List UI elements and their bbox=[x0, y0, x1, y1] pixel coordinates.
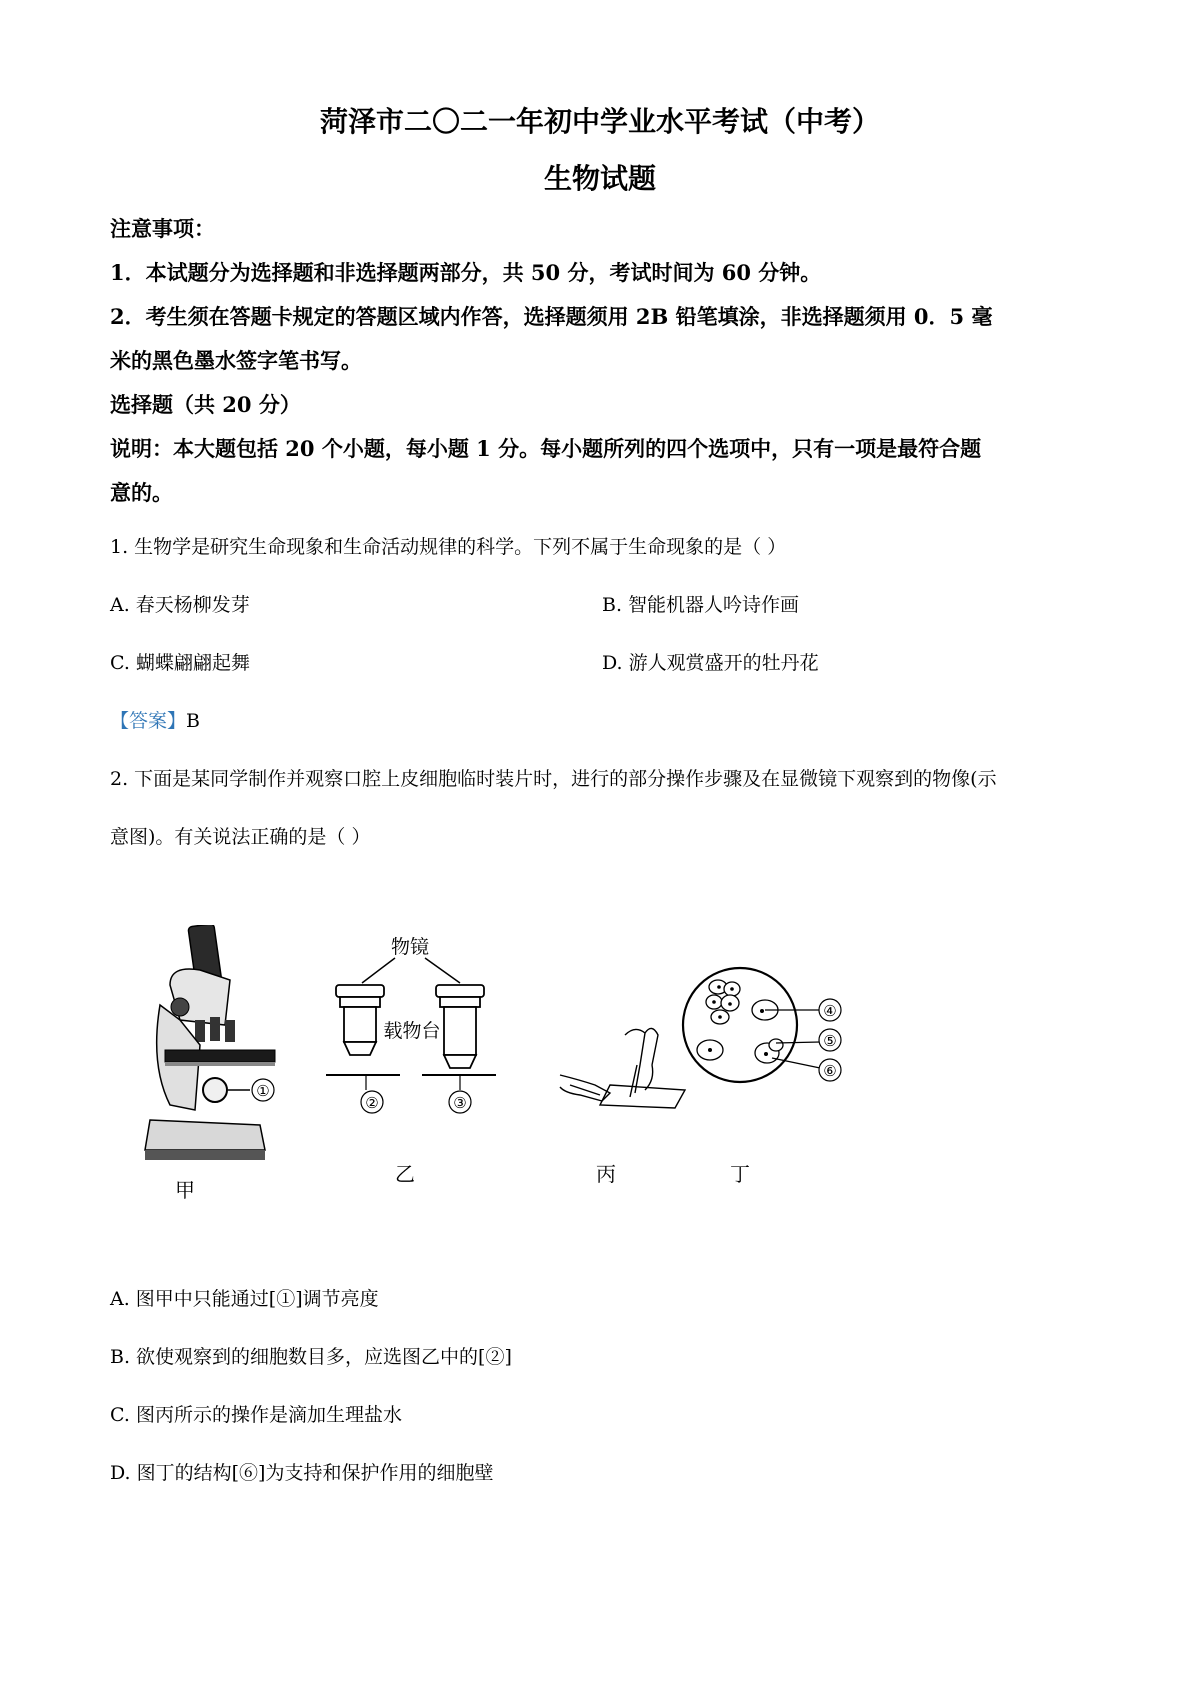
microscope-illustration bbox=[145, 925, 275, 1202]
marker-2: ② bbox=[365, 1094, 379, 1112]
label-stage: 载物台 bbox=[383, 1020, 441, 1042]
section-desc-line-2: 意的。 bbox=[110, 480, 173, 505]
section-heading: 选择题（共 20 分） bbox=[110, 392, 301, 417]
caption-ding: 丁 bbox=[730, 1162, 750, 1186]
q1-stem: 1. 生物学是研究生命现象和生命活动规律的科学。下列不属于生命现象的是（ ） bbox=[110, 536, 787, 558]
q1-option-a: A. 春天杨柳发芽 bbox=[110, 594, 250, 616]
notice-heading: 注意事项： bbox=[110, 216, 215, 241]
notice-item-1: 1．本试题分为选择题和非选择题两部分，共 50 分，考试时间为 60 分钟。 bbox=[110, 260, 822, 285]
answer-value: B bbox=[186, 710, 200, 732]
microscope-figure bbox=[140, 925, 940, 1235]
q2-option-a: A. 图甲中只能通过[①]调节亮度 bbox=[110, 1288, 379, 1310]
section-desc-line-1: 说明：本大题包括 20 个小题，每小题 1 分。每小题所列的四个选项中，只有一项是最符合题 bbox=[110, 436, 982, 461]
label-objective: 物镜 bbox=[390, 936, 430, 958]
q2-stem-line-1: 2. 下面是某同学制作并观察口腔上皮细胞临时装片时，进行的部分操作步骤及在显微镜下观察到的物像(示 bbox=[110, 768, 997, 790]
caption-jia: 甲 bbox=[175, 1178, 195, 1202]
q1-answer bbox=[110, 706, 200, 733]
slide-operation-drawing bbox=[560, 1028, 685, 1186]
field-of-view bbox=[683, 968, 841, 1186]
marker-4: ④ bbox=[823, 1002, 837, 1020]
marker-1: ① bbox=[256, 1082, 270, 1100]
exam-subtitle: 生物试题 bbox=[543, 162, 656, 195]
q2-option-d: D. 图丁的结构[⑥]为支持和保护作用的细胞壁 bbox=[110, 1462, 494, 1484]
answer-tag: 【答案】 bbox=[110, 710, 187, 732]
exam-title: 菏泽市二〇二一年初中学业水平考试（中考） bbox=[319, 105, 880, 138]
caption-yi: 乙 bbox=[395, 1162, 415, 1186]
q1-option-b: B. 智能机器人吟诗作画 bbox=[602, 594, 800, 616]
marker-5: ⑤ bbox=[823, 1032, 837, 1050]
q1-option-c: C. 蝴蝶翩翩起舞 bbox=[110, 652, 250, 674]
q1-option-d: D. 游人观赏盛开的牡丹花 bbox=[602, 652, 819, 674]
marker-3: ③ bbox=[453, 1094, 467, 1112]
notice-item-2-line-2: 米的黑色墨水签字笔书写。 bbox=[110, 348, 362, 373]
notice-item-2-line-1: 2．考生须在答题卡规定的答题区域内作答，选择题须用 2B 铅笔填涂，非选择题须用 0．5 毫 bbox=[110, 304, 993, 329]
q2-stem-line-2: 意图)。有关说法正确的是（ ） bbox=[110, 826, 371, 848]
caption-bing: 丙 bbox=[596, 1162, 616, 1186]
q2-option-c: C. 图丙所示的操作是滴加生理盐水 bbox=[110, 1404, 402, 1426]
marker-6: ⑥ bbox=[823, 1062, 837, 1080]
q2-option-b: B. 欲使观察到的细胞数目多，应选图乙中的[②] bbox=[110, 1346, 512, 1368]
objective-lens-diagram bbox=[326, 936, 496, 1186]
